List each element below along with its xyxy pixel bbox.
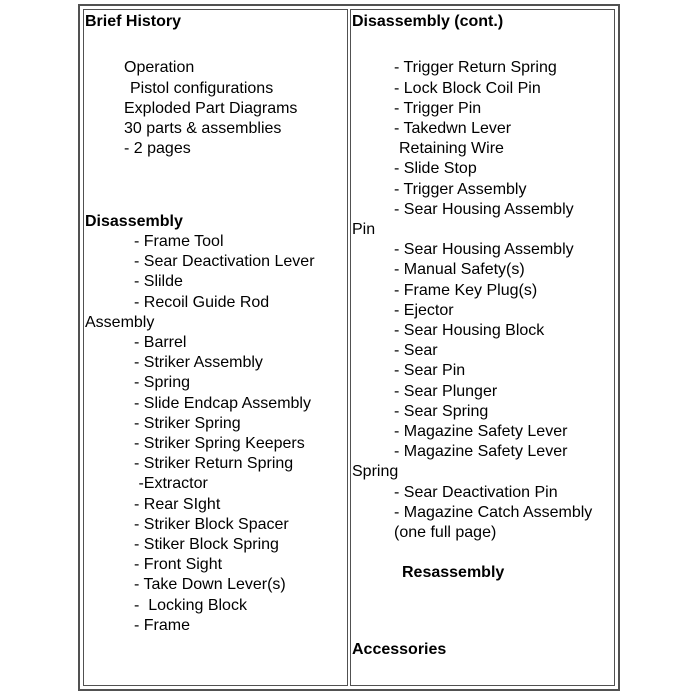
- text-line: - Sear Deactivation Lever: [134, 253, 315, 271]
- resassembly-section-title: Resassembly: [402, 564, 505, 582]
- text-line: Pistol configurations: [130, 79, 274, 97]
- text-line: - Striker Spring: [134, 414, 241, 432]
- text-line: - Sear Plunger: [394, 382, 498, 400]
- outline-table: [78, 4, 620, 691]
- text-line: - Take Down Lever(s): [134, 576, 286, 594]
- text-line: - Magazine Safety Lever: [394, 423, 568, 441]
- blank-line: [85, 159, 345, 179]
- text-line: - Sear: [394, 342, 438, 360]
- text-line: - Trigger Return Spring: [394, 59, 557, 77]
- text-line: - Barrel: [134, 334, 187, 352]
- text-line: - Sear Housing Assembly: [394, 241, 574, 259]
- text-line: - Striker Spring Keepers: [134, 435, 305, 453]
- text-line: 30 parts & assemblies: [124, 120, 282, 138]
- text-line: - Frame Key Plug(s): [394, 281, 538, 299]
- accessories-section-title: Accessories: [352, 641, 447, 659]
- text-line: - Front Sight: [134, 556, 223, 574]
- right-column-title: Disassembly (cont.): [352, 13, 504, 30]
- text-line: - Slide Stop: [394, 160, 477, 178]
- blank-line: [85, 180, 345, 200]
- text-line: - Sear Deactivation Pin: [394, 483, 558, 501]
- text-line: - Takedwn Lever: [394, 120, 512, 138]
- text-line: - Recoil Guide Rod: [134, 293, 270, 311]
- blank-line: [352, 584, 612, 604]
- text-line: Spring: [352, 463, 399, 481]
- text-line: - Slilde: [134, 273, 183, 291]
- left-column-title: Brief History: [85, 13, 182, 30]
- text-line: - Rear SIght: [134, 495, 221, 513]
- text-line: - Spring: [134, 374, 191, 392]
- blank-line: [352, 543, 612, 563]
- text-line: - Lock Block Coil Pin: [394, 79, 541, 97]
- text-line: - Locking Block: [134, 596, 247, 614]
- text-line: - Striker Block Spacer: [134, 515, 289, 533]
- blank-line: [85, 38, 345, 58]
- text-line: Pin: [352, 221, 376, 239]
- text-line: Assembly: [85, 313, 155, 331]
- text-line: Exploded Part Diagrams: [124, 99, 298, 117]
- text-line: - Trigger Pin: [394, 99, 482, 117]
- text-line: - Sear Housing Block: [394, 322, 545, 340]
- text-line: - Stiker Block Spring: [134, 536, 279, 554]
- right-column: [350, 9, 615, 686]
- blank-line: [352, 604, 612, 624]
- text-line: - Sear Pin: [394, 362, 466, 380]
- text-line: - Striker Assembly: [134, 354, 263, 372]
- text-line: - Magazine Catch Assembly: [394, 503, 593, 521]
- text-line: - Frame Tool: [134, 233, 224, 251]
- text-line: -Extractor: [134, 475, 208, 493]
- text-line: - 2 pages: [124, 140, 191, 158]
- text-line: (one full page): [394, 524, 497, 542]
- text-line: - Ejector: [394, 301, 454, 319]
- text-line: - Sear Spring: [394, 402, 489, 420]
- text-line: - Frame: [134, 616, 190, 634]
- text-line: Retaining Wire: [399, 140, 504, 158]
- text-line: Operation: [124, 59, 195, 77]
- text-line: - Slide Endcap Assembly: [134, 394, 311, 412]
- left-column: [83, 9, 348, 686]
- text-line: - Striker Return Spring: [134, 455, 294, 473]
- disassembly-section-title: Disassembly: [85, 212, 183, 230]
- text-line: - Manual Safety(s): [394, 261, 525, 279]
- text-line: - Sear Housing Assembly: [394, 200, 574, 218]
- blank-line: [352, 38, 612, 58]
- text-line: - Magazine Safety Lever: [394, 443, 568, 461]
- text-line: - Trigger Assembly: [394, 180, 527, 198]
